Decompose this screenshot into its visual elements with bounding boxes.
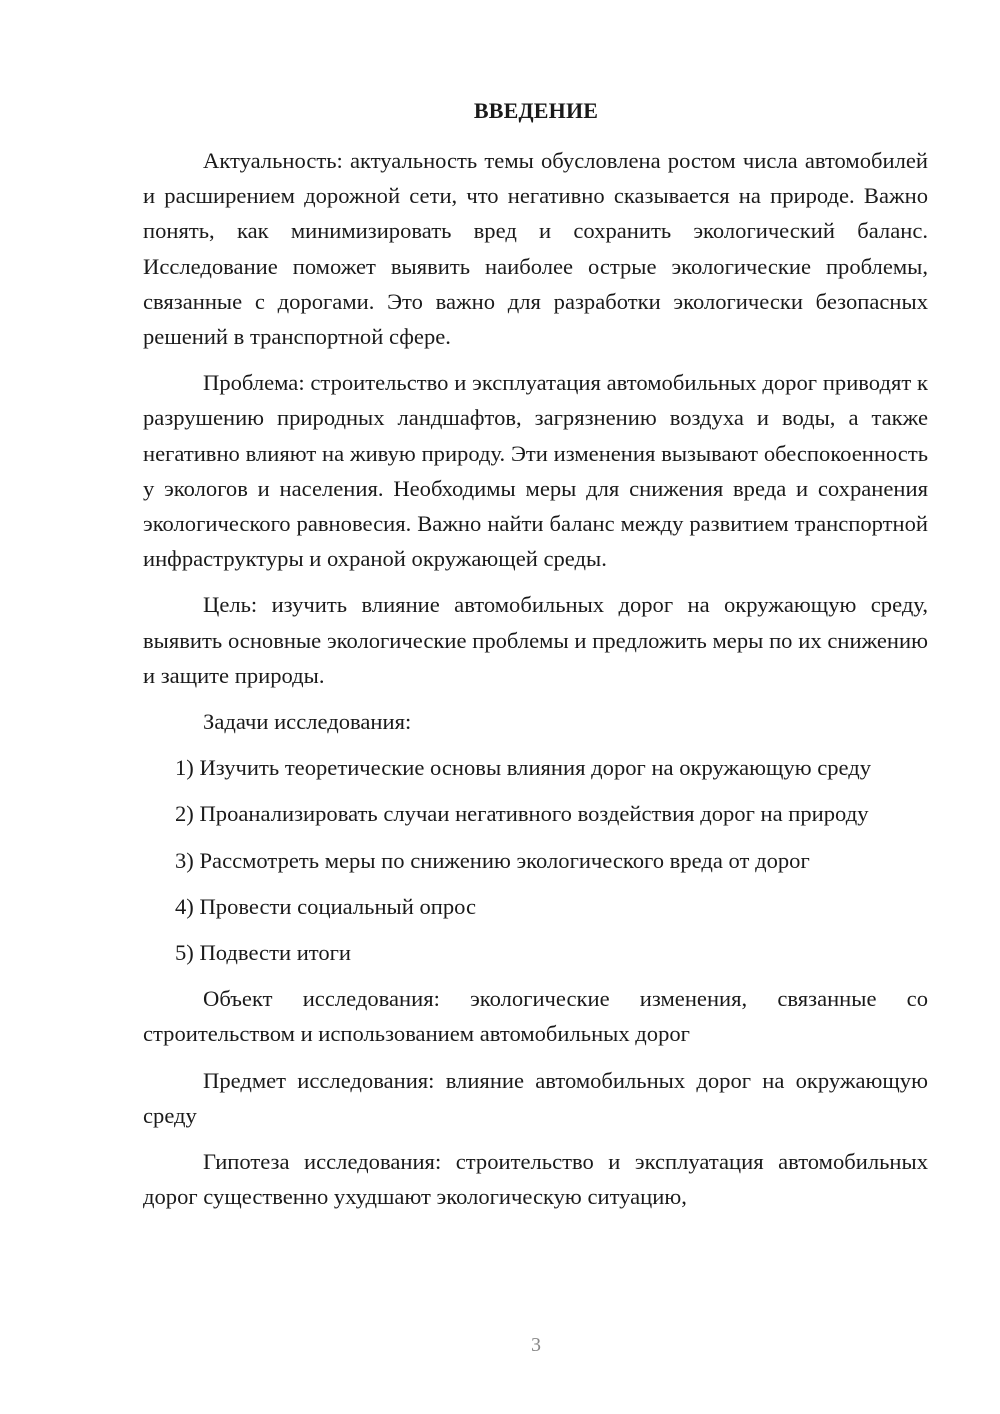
task-item-5: 5) Подвести итоги <box>175 940 352 966</box>
task-item-3: 3) Рассмотреть меры по снижению экологического вреда от дорог <box>175 847 810 873</box>
paragraph-hypothesis: Гипотеза исследования: строительство и эксплуатация автомобильных дорог существенно ухудшают экологическую ситуацию, <box>143 1149 928 1210</box>
page-number: 3 <box>531 1334 541 1356</box>
task-item-1: 1) Изучить теоретические основы влияния дорог на окружающую среду <box>175 755 872 781</box>
paragraph-problem: Проблема: строительство и эксплуатация автомобильных дорог приводят к разрушению природных ландшафтов, загрязнению воздуха и воды, а также негативно влияют на живую природу. Эти изменения вызывают обеспокоенность у экологов и населения. Необходимы меры для снижения вреда и сохранения экологического равновесия. Важно найти баланс между развитием транспортной инфраструктуры и охраной окружающей среды. <box>143 370 928 572</box>
paragraph-goal: Цель: изучить влияние автомобильных дорог на окружающую среду, выявить основные экологические проблемы и предложить меры по их снижению и защите природы. <box>143 592 928 688</box>
task-item-2: 2) Проанализировать случаи негативного воздействия дорог на природу <box>175 801 869 827</box>
task-item-4: 4) Провести социальный опрос <box>175 893 477 919</box>
section-title: ВВЕДЕНИЕ <box>473 98 599 123</box>
paragraph-object: Объект исследования: экологические изменения, связанные со строительством и использованием автомобильных дорог <box>143 986 928 1047</box>
document-body <box>143 143 928 1214</box>
paragraph-subject: Предмет исследования: влияние автомобильных дорог на окружающую среду <box>143 1067 928 1128</box>
paragraph-relevance: Актуальность: актуальность темы обусловлена ростом числа автомобилей и расширением дорожной сети, что негативно сказывается на природе. Важно понять, как минимизировать вред и сохранить экологический баланс. Исследование поможет выявить наиболее острые экологические проблемы, связанные с дорогами. Это важно для разработки экологически безопасных решений в транспортной сфере. <box>143 148 928 350</box>
paragraph-tasks-heading: Задачи исследования: <box>203 709 412 735</box>
